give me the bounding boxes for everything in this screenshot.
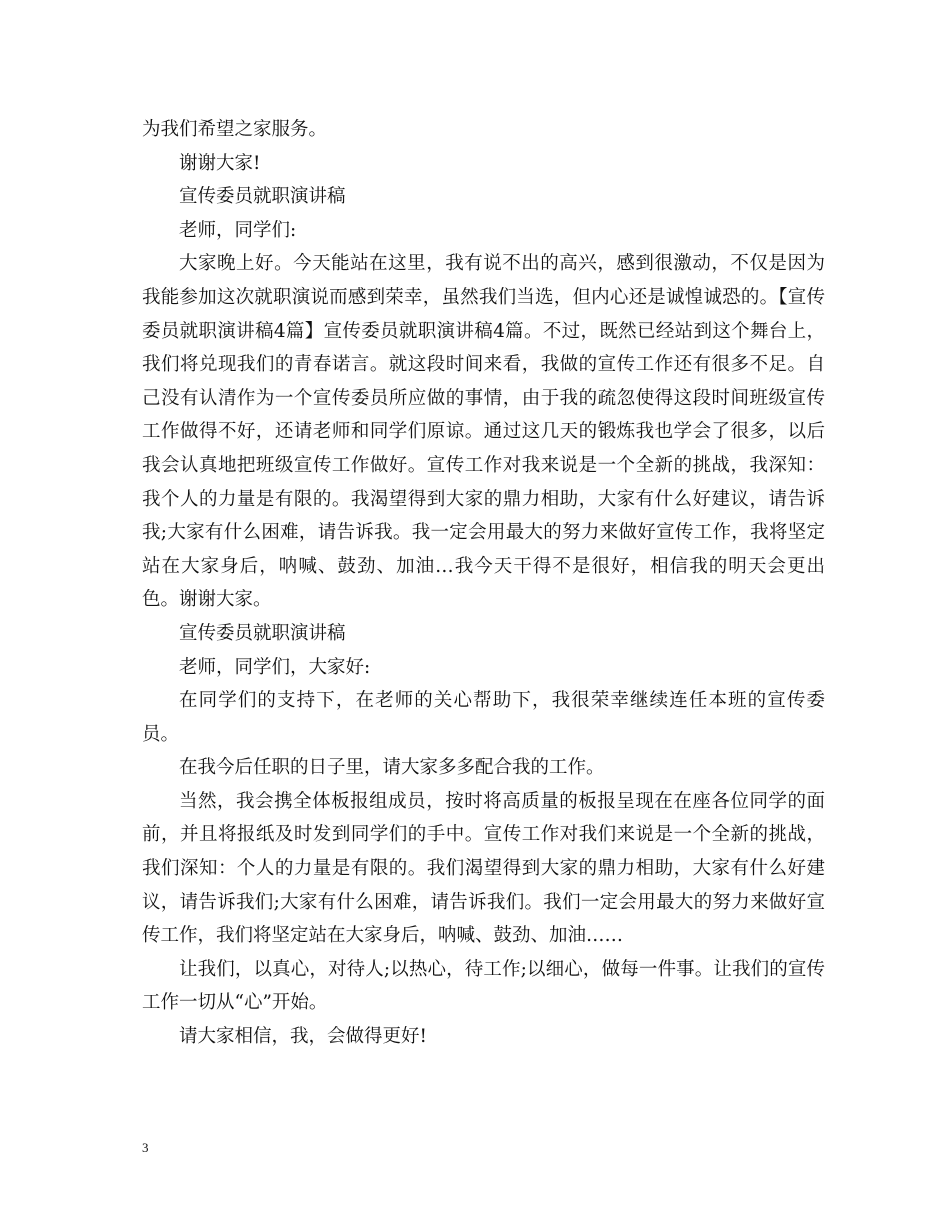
paragraph: 让我们，以真心，对待人;以热心，待工作;以细心，做每一件事。让我们的宣传工作一切从“心”开始。 [142,958,825,1014]
paragraph: 请大家相信，我，会做得更好! [179,1026,427,1048]
page-number: 3 [142,1140,149,1155]
salutation: 老师，同学们，大家好: [179,656,371,678]
paragraph: 在同学们的支持下，在老师的关心帮助下，我很荣幸继续连任本班的宣传委员。 [142,690,825,745]
paragraph: 谢谢大家! [179,152,261,174]
document-body [142,113,825,1054]
paragraph: 在我今后任职的日子里，请大家多多配合我的工作。 [179,757,605,779]
paragraph: 大家晚上好。今天能站在这里，我有说不出的高兴，感到很激动，不仅是因为我能参加这次就职演说而感到荣幸，虽然我们当选，但内心还是诚惶诚恐的。【宣传委员就职演讲稿4篇】宣传委员就职演讲稿4篇。不过，既然已经站到这个舞台上，我们将兑现我们的青春诺言。就这段时间来看，我做的宣传工作还有很多不足。自己没有认清作为一个宣传委员所应做的事情，由于我的疏忽使得这段时间班级宣传工作做得不好，还请老师和同学们原谅。通过这几天的锻炼我也学会了很多，以后我会认真地把班级宣传工作做好。宣传工作对我来说是一个全新的挑战，我深知：我个人的力量是有限的。我渴望得到大家的鼎力相助，大家有什么好建议，请告诉我;大家有什么困难，请告诉我。我一定会用最大的努力来做好宣传工作，我将坚定站在大家身后，呐喊、鼓劲、加油…我今天干得不是很好，相信我的明天会更出色。谢谢大家。 [142,253,825,611]
section-heading: 宣传委员就职演讲稿 [179,622,346,644]
salutation: 老师，同学们: [179,219,297,241]
paragraph: 为我们希望之家服务。 [142,119,328,140]
section-heading: 宣传委员就职演讲稿 [179,186,346,208]
paragraph: 当然，我会携全体板报组成员，按时将高质量的板报呈现在在座各位同学的面前，并且将报纸及时发到同学们的手中。宣传工作对我们来说是一个全新的挑战，我们深知：个人的力量是有限的。我们渴望得到大家的鼎力相助，大家有什么好建议，请告诉我们;大家有什么困难，请告诉我们。我们一定会用最大的努力来做好宣传工作，我们将坚定站在大家身后，呐喊、鼓劲、加油…… [142,790,825,947]
